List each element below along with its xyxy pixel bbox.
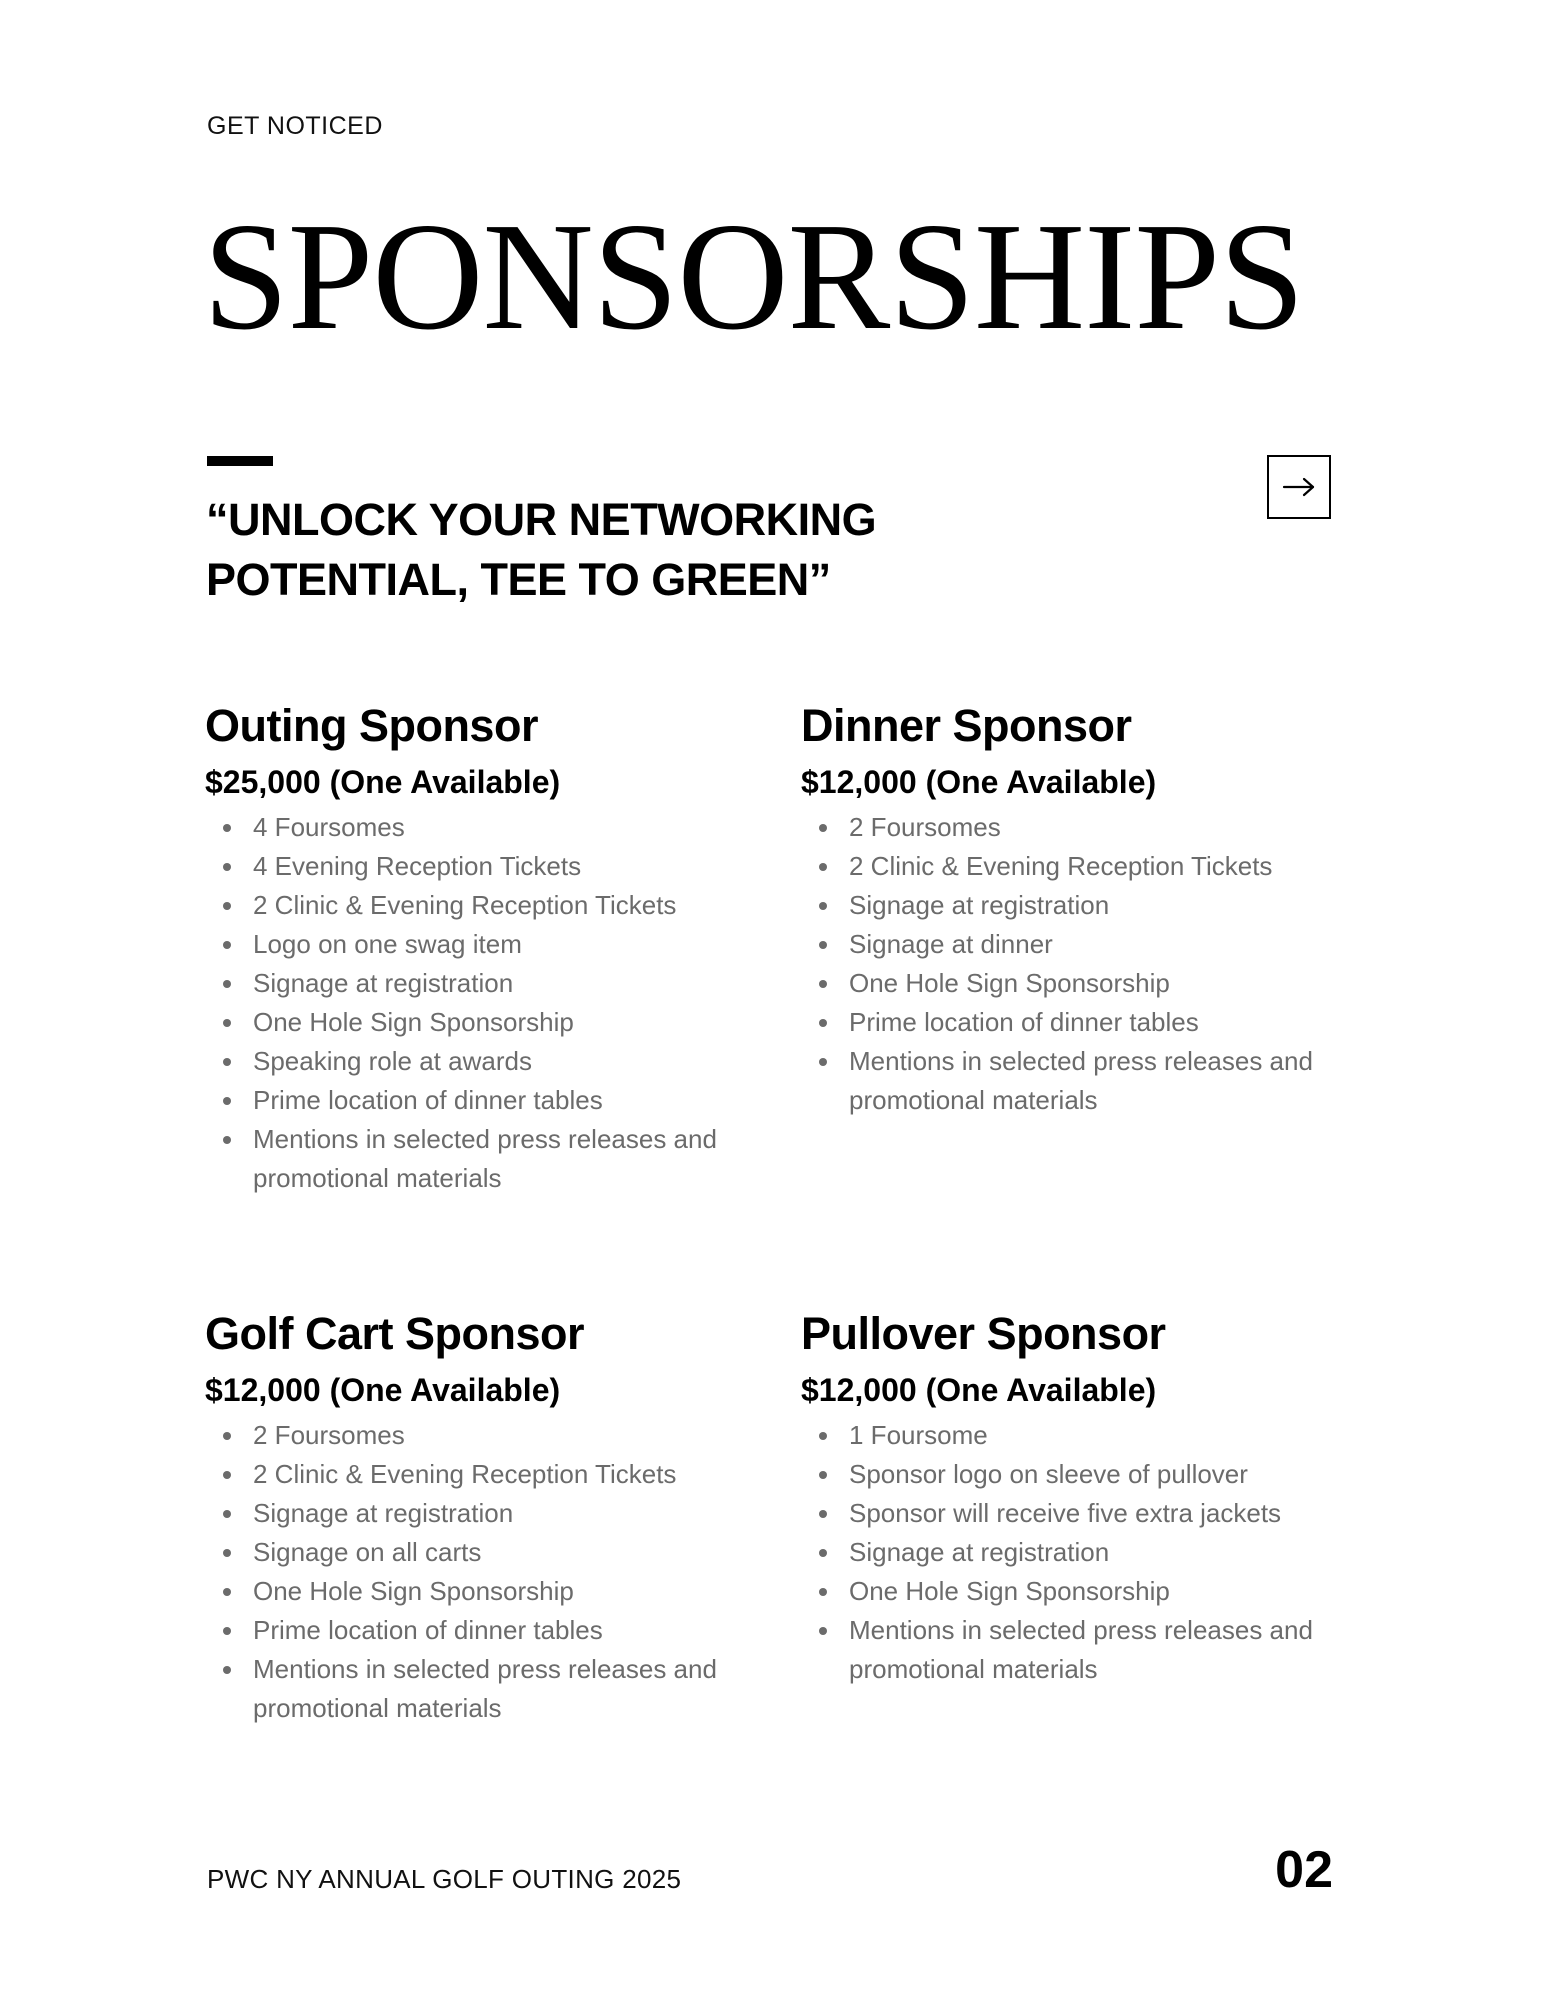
sponsor-tier-pullover (801, 1306, 1361, 1689)
benefit-item: One Hole Sign Sponsorship (801, 964, 1361, 1003)
sponsor-tier-outing (205, 698, 765, 1198)
benefit-list (205, 1416, 765, 1728)
tier-name: Outing Sponsor (205, 700, 538, 751)
benefit-item: 2 Clinic & Evening Reception Tickets (801, 847, 1361, 886)
benefit-item: Signage at registration (801, 886, 1361, 925)
tier-price: $12,000 (One Available) (205, 1372, 561, 1408)
sponsor-tier-dinner (801, 698, 1361, 1120)
benefit-item: 4 Foursomes (205, 808, 765, 847)
tier-price: $25,000 (One Available) (205, 764, 561, 800)
benefit-item: 4 Evening Reception Tickets (205, 847, 765, 886)
tagline: “UNLOCK YOUR NETWORKING POTENTIAL, TEE TO GREEN” (206, 494, 877, 605)
benefit-item: Mentions in selected press releases and promotional materials (801, 1611, 1361, 1689)
benefit-item: One Hole Sign Sponsorship (801, 1572, 1361, 1611)
benefit-item: One Hole Sign Sponsorship (205, 1003, 765, 1042)
eyebrow-label: GET NOTICED (207, 112, 383, 140)
benefit-item: Signage at dinner (801, 925, 1361, 964)
tier-name: Pullover Sponsor (801, 1308, 1166, 1359)
benefit-item: Signage at registration (205, 964, 765, 1003)
benefit-item: Signage at registration (205, 1494, 765, 1533)
benefit-item: Mentions in selected press releases and promotional materials (205, 1120, 765, 1198)
next-page-button[interactable] (1267, 455, 1331, 519)
tier-price: $12,000 (One Available) (801, 764, 1157, 800)
page-title: SPONSORSHIPS (203, 192, 1304, 362)
benefit-item: Prime location of dinner tables (205, 1081, 765, 1120)
benefit-item: 2 Clinic & Evening Reception Tickets (205, 1455, 765, 1494)
benefit-item: 2 Foursomes (205, 1416, 765, 1455)
benefit-item: Logo on one swag item (205, 925, 765, 964)
benefit-item: Speaking role at awards (205, 1042, 765, 1081)
benefit-item: Prime location of dinner tables (205, 1611, 765, 1650)
benefit-item: Sponsor logo on sleeve of pullover (801, 1455, 1361, 1494)
benefit-list (205, 808, 765, 1198)
benefit-item: 2 Clinic & Evening Reception Tickets (205, 886, 765, 925)
benefit-item: Signage on all carts (205, 1533, 765, 1572)
arrow-right-icon (1282, 477, 1316, 497)
tier-name: Dinner Sponsor (801, 700, 1132, 751)
benefit-item: Prime location of dinner tables (801, 1003, 1361, 1042)
page-number: 02 (1275, 1841, 1333, 1899)
benefit-list (801, 1416, 1361, 1689)
benefit-item: One Hole Sign Sponsorship (205, 1572, 765, 1611)
benefit-item: 2 Foursomes (801, 808, 1361, 847)
benefit-item: Mentions in selected press releases and promotional materials (205, 1650, 765, 1728)
tier-name: Golf Cart Sponsor (205, 1308, 585, 1359)
benefit-item: 1 Foursome (801, 1416, 1361, 1455)
benefit-item: Signage at registration (801, 1533, 1361, 1572)
benefit-list (801, 808, 1361, 1120)
benefit-item: Mentions in selected press releases and promotional materials (801, 1042, 1361, 1120)
footer-event-name: PWC NY ANNUAL GOLF OUTING 2025 (207, 1864, 682, 1894)
benefit-item: Sponsor will receive five extra jackets (801, 1494, 1361, 1533)
tier-price: $12,000 (One Available) (801, 1372, 1157, 1408)
accent-divider (207, 456, 273, 466)
sponsor-tier-golf-cart (205, 1306, 765, 1728)
